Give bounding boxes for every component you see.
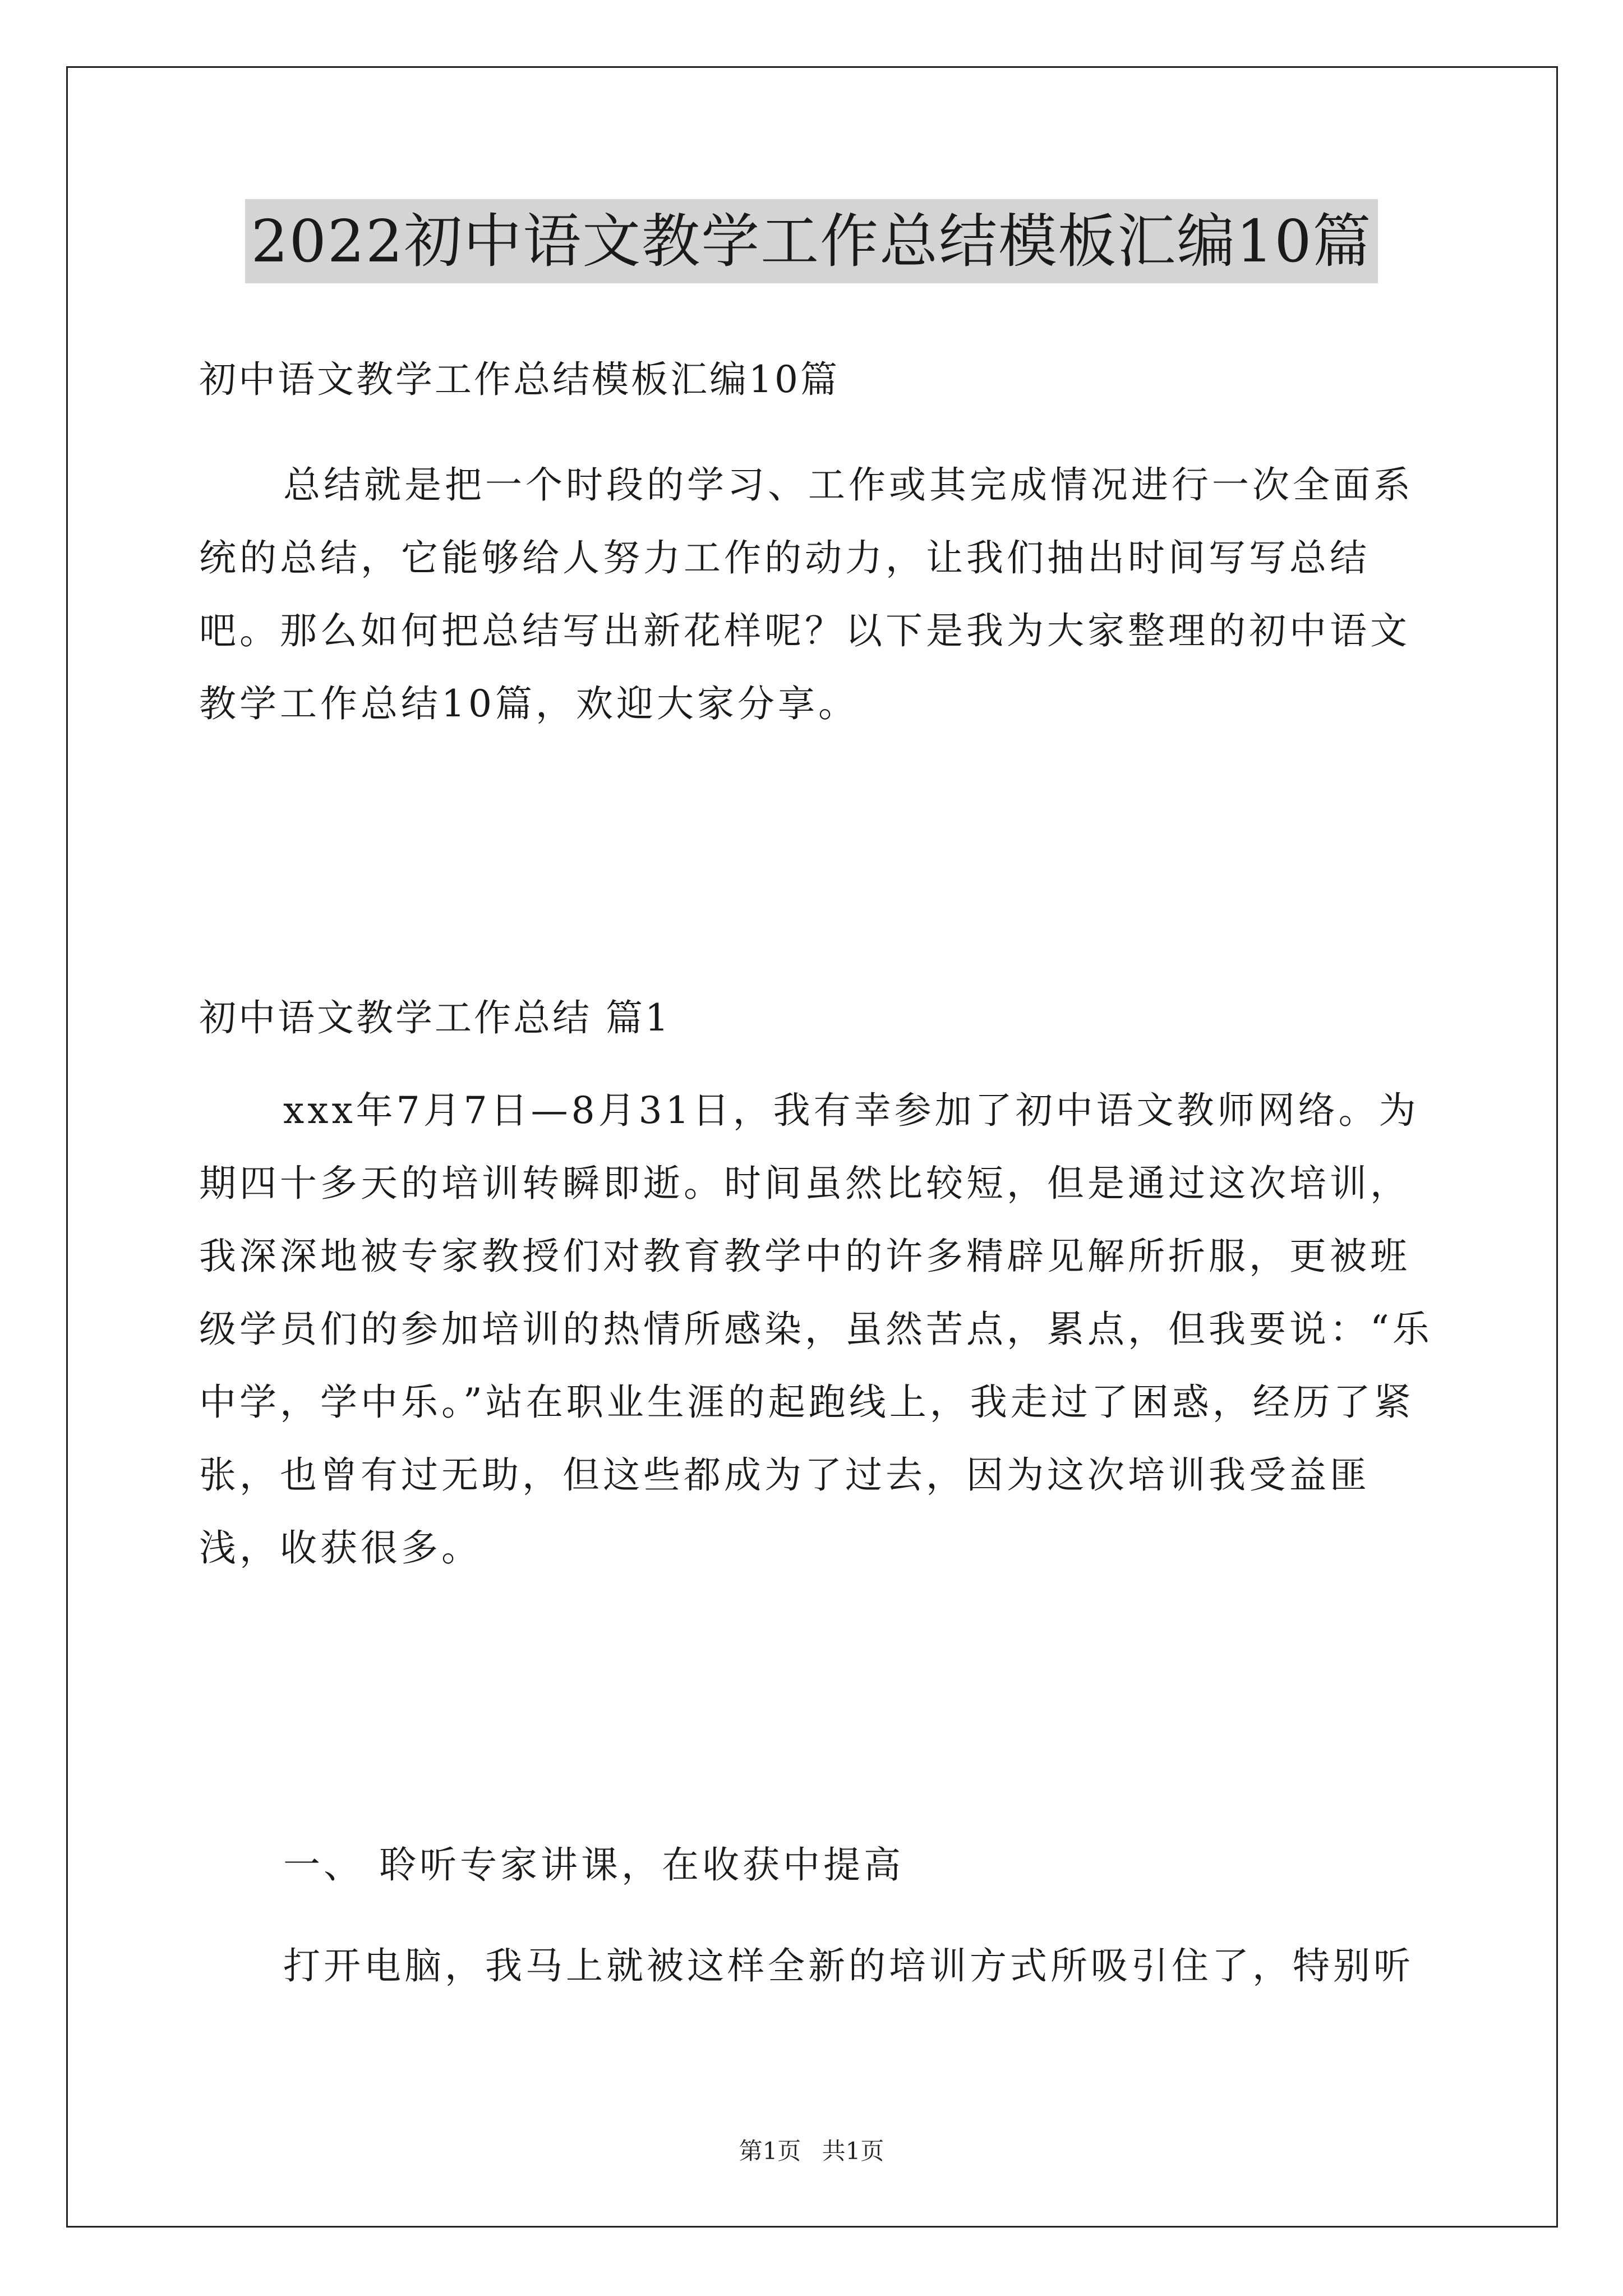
item-heading: 一、 聆听专家讲课，在收获中提高 [283,1843,904,1887]
page-total: 共1页 [822,2137,884,2165]
section-heading: 初中语文教学工作总结 篇1 [199,996,671,1039]
item-paragraph: 打开电脑，我马上就被这样全新的培训方式所吸引住了，特别听 [283,1944,1414,1987]
document-subtitle: 初中语文教学工作总结模板汇编10篇 [199,358,840,401]
page-footer [0,2134,1623,2168]
title-container [0,199,1623,283]
section-paragraph: xxx年7月7日—8月31日，我有幸参加了初中语文教师网络。为期四十多天的培训转瞬即逝。时间虽然比较短，但是通过这次培训，我深深地被专家教授们对教育教学中的许多精辟见解所折服，更被班级学员们的参加培训的热情所感染，虽然苦点，累点，但我要说：“乐中学，学中乐。”站在职业生涯的起跑线上，我走过了困惑，经历了紧张，也曾有过无助，但这些都成为了过去，因为这次培训我受益匪浅，收获很多。 [199,1089,1433,1570]
document-title: 2022初中语文教学工作总结模板汇编10篇 [245,199,1377,283]
page-number: 第1页 [739,2137,801,2165]
intro-paragraph: 总结就是把一个时段的学习、工作或其完成情况进行一次全面系统的总结，它能够给人努力工作的动力，让我们抽出时间写写总结吧。那么如何把总结写出新花样呢？以下是我为大家整理的初中语文教学工作总结10篇，欢迎大家分享。 [199,463,1414,725]
